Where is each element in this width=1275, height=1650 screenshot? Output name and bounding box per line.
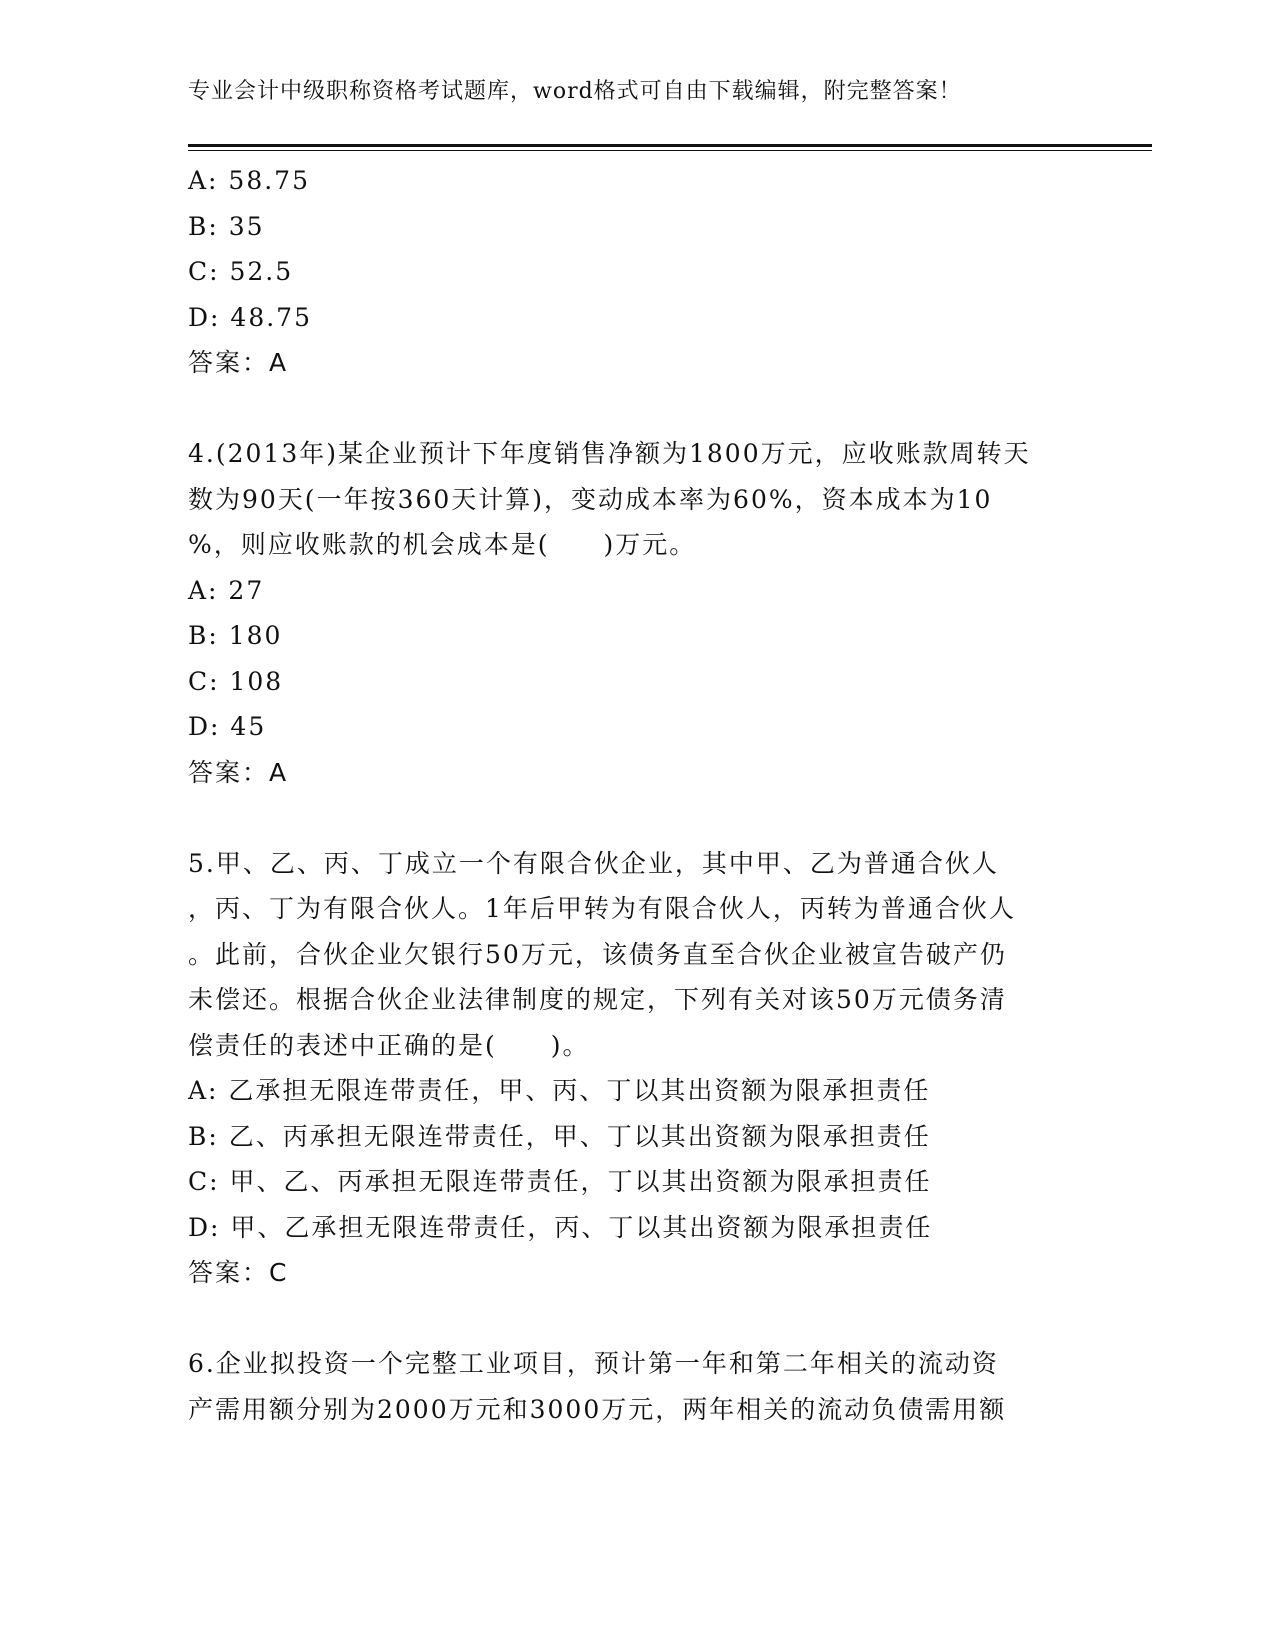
- header-rule-thick: [188, 144, 1152, 147]
- option-a: A: 乙承担无限连带责任，甲、丙、丁以其出资额为限承担责任: [188, 1076, 931, 1105]
- spacer: [188, 386, 1088, 432]
- option-b: B: 180: [188, 621, 283, 650]
- option-d: D: 甲、乙承担无限连带责任，丙、丁以其出资额为限承担责任: [188, 1212, 933, 1242]
- page-header: 专业会计中级职称资格考试题库，word格式可自由下载编辑，附完整答案！: [188, 79, 962, 104]
- question-text-line: 4.(2013年)某企业预计下年度销售净额为1800万元，应收账款周转天: [188, 439, 1031, 468]
- question-text-line: 6.企业拟投资一个完整工业项目，预计第一年和第二年相关的流动资: [188, 1349, 999, 1378]
- question-3: [188, 158, 1088, 386]
- question-4: [188, 431, 1088, 795]
- document-body: [188, 158, 1088, 1432]
- answer-label: 答案：A: [188, 757, 289, 787]
- question-text-line: 数为90天(一年按360天计算)，变动成本率为60%，资本成本为10: [188, 484, 993, 514]
- option-c: C: 52.5: [188, 257, 294, 286]
- option-b: B: 乙、丙承担无限连带责任，甲、丁以其出资额为限承担责任: [188, 1121, 931, 1151]
- question-text-line: 偿责任的表述中正确的是( )。: [188, 1030, 590, 1060]
- question-text-line: ，丙、丁为有限合伙人。1年后甲转为有限合伙人，丙转为普通合伙人: [188, 894, 1016, 923]
- question-text-line: 。此前，合伙企业欠银行50万元，该债务直至合伙企业被宣告破产仍: [188, 939, 1007, 969]
- question-text-line: 未偿还。根据合伙企业法律制度的规定，下列有关对该50万元债务清: [188, 985, 1007, 1014]
- question-text-line: 产需用额分别为2000万元和3000万元，两年相关的流动负债需用额: [188, 1394, 1007, 1424]
- option-c: C: 甲、乙、丙承担无限连带责任，丁以其出资额为限承担责任: [188, 1167, 932, 1196]
- answer-label: 答案：C: [188, 1258, 289, 1287]
- answer-label: 答案：A: [188, 348, 289, 377]
- option-c: C: 108: [188, 666, 284, 696]
- spacer: [188, 1296, 1088, 1342]
- question-text-line: %，则应收账款的机会成本是( )万元。: [188, 530, 697, 559]
- option-d: D: 48.75: [188, 302, 312, 332]
- spacer: [188, 795, 1088, 841]
- question-6: [188, 1341, 1088, 1432]
- option-a: A: 27: [188, 575, 265, 605]
- header-rule-thin: [188, 150, 1152, 151]
- option-a: A: 58.75: [188, 166, 310, 195]
- option-d: D: 45: [188, 712, 267, 741]
- option-b: B: 35: [188, 211, 265, 241]
- question-5: [188, 841, 1088, 1296]
- question-text-line: 5.甲、乙、丙、丁成立一个有限合伙企业，其中甲、乙为普通合伙人: [188, 848, 999, 878]
